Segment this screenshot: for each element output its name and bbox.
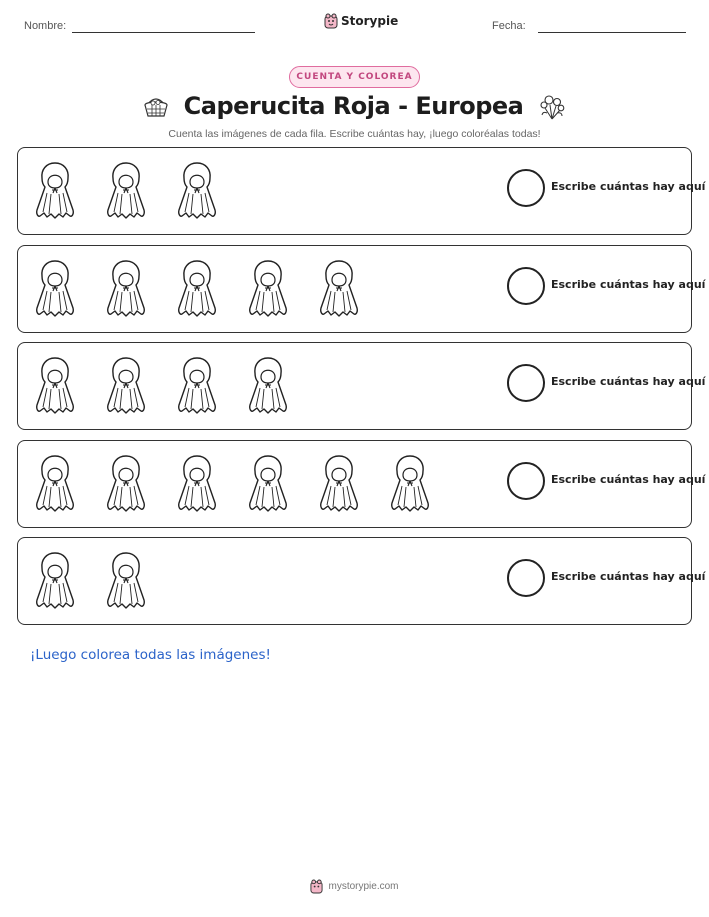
red-riding-hood-cape-icon[interactable]: [30, 258, 80, 320]
red-riding-hood-cape-icon[interactable]: [101, 258, 151, 320]
date-label: Fecha:: [492, 20, 526, 32]
red-riding-hood-cape-icon[interactable]: [172, 258, 222, 320]
answer-circle[interactable]: [507, 462, 545, 500]
counting-row: [17, 342, 706, 430]
red-riding-hood-cape-icon[interactable]: [101, 355, 151, 417]
red-riding-hood-cape-icon[interactable]: [243, 355, 293, 417]
red-riding-hood-cape-icon[interactable]: [30, 355, 80, 417]
brand-logo: [324, 13, 398, 29]
red-riding-hood-cape-icon[interactable]: [243, 258, 293, 320]
answer-label: Escribe cuántas hay aquí: [551, 375, 706, 388]
footnote: ¡Luego colorea todas las imágenes!: [30, 647, 271, 663]
red-riding-hood-cape-icon[interactable]: [172, 453, 222, 515]
basket-icon: [142, 92, 170, 120]
red-riding-hood-cape-icon[interactable]: [30, 160, 80, 222]
cape-group: [30, 548, 151, 614]
name-label: Nombre:: [24, 20, 67, 32]
answer-label: Escribe cuántas hay aquí: [551, 180, 706, 193]
cape-group: [30, 451, 435, 517]
counting-row: [17, 147, 706, 235]
footer-url: mystorypie.com: [328, 881, 399, 892]
red-riding-hood-cape-icon[interactable]: [101, 453, 151, 515]
red-riding-hood-cape-icon[interactable]: [314, 453, 364, 515]
counting-row: [17, 245, 706, 333]
flower-bouquet-icon: [537, 91, 567, 121]
brand-name: Storypie: [341, 14, 399, 28]
name-line[interactable]: [72, 32, 255, 33]
answer-label: Escribe cuántas hay aquí: [551, 473, 706, 486]
counting-row: [17, 537, 706, 625]
answer-label: Escribe cuántas hay aquí: [551, 570, 706, 583]
instructions: Cuenta las imágenes de cada fila. Escribe cuántas hay, ¡luego coloréalas todas!: [168, 128, 541, 140]
red-riding-hood-cape-icon[interactable]: [101, 550, 151, 612]
red-riding-hood-cape-icon[interactable]: [172, 160, 222, 222]
answer-circle[interactable]: [507, 267, 545, 305]
answer-circle[interactable]: [507, 364, 545, 402]
red-riding-hood-cape-icon[interactable]: [172, 355, 222, 417]
storypie-mascot-icon: [310, 879, 323, 894]
red-riding-hood-cape-icon[interactable]: [385, 453, 435, 515]
red-riding-hood-cape-icon[interactable]: [30, 550, 80, 612]
counting-row: [17, 440, 706, 528]
cape-group: [30, 158, 222, 224]
cape-group: [30, 256, 364, 322]
red-riding-hood-cape-icon[interactable]: [101, 160, 151, 222]
answer-circle[interactable]: [507, 169, 545, 207]
red-riding-hood-cape-icon[interactable]: [314, 258, 364, 320]
title-row: [0, 91, 709, 121]
activity-badge: CUENTA Y COLOREA: [289, 66, 420, 88]
footer: [0, 879, 709, 894]
cape-group: [30, 353, 293, 419]
red-riding-hood-cape-icon[interactable]: [243, 453, 293, 515]
red-riding-hood-cape-icon[interactable]: [30, 453, 80, 515]
answer-label: Escribe cuántas hay aquí: [551, 278, 706, 291]
storypie-mascot-icon: [324, 13, 338, 29]
date-line[interactable]: [538, 32, 686, 33]
page-title: Caperucita Roja - Europea: [183, 92, 524, 120]
answer-circle[interactable]: [507, 559, 545, 597]
